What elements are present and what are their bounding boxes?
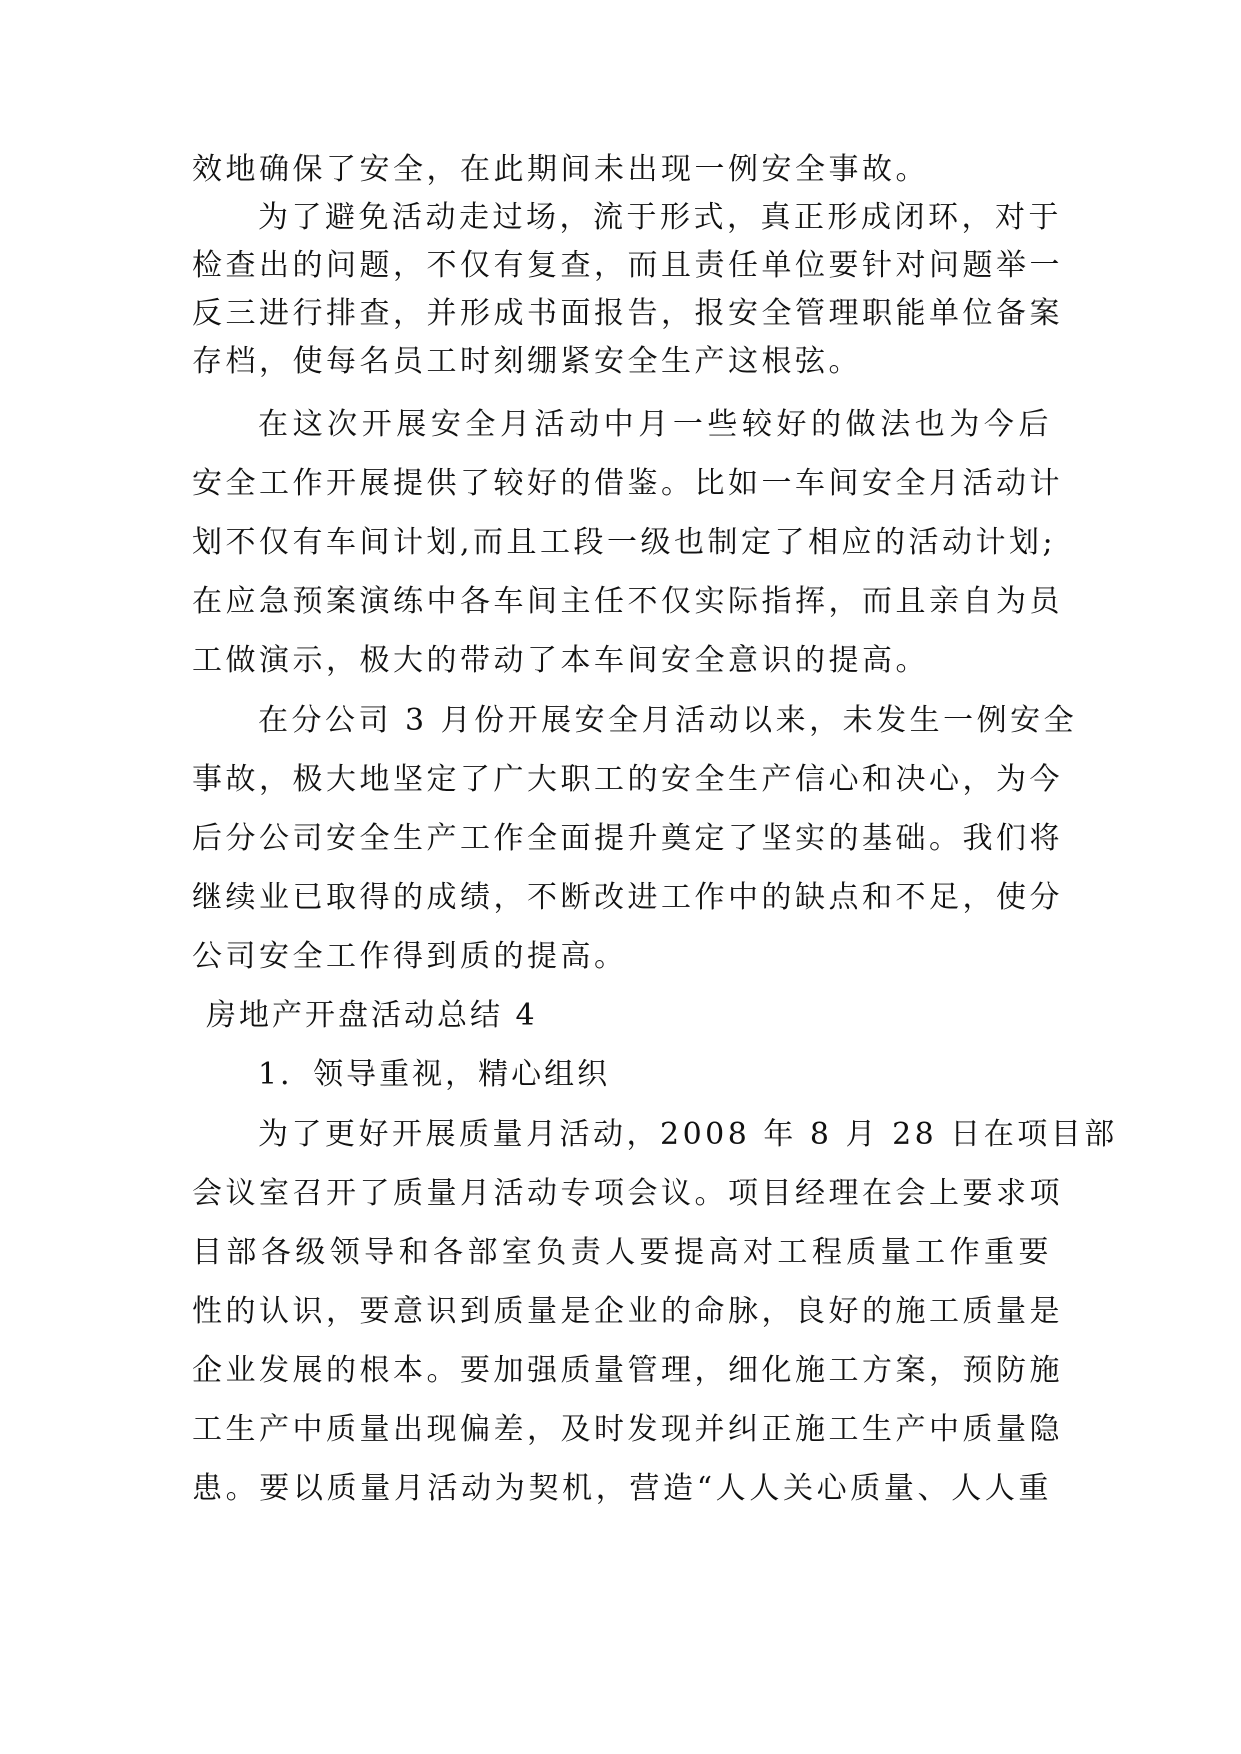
text-line: 后分公司安全生产工作全面提升奠定了坚实的基础。我们将 bbox=[192, 821, 1063, 856]
text-line: 目部各级领导和各部室负责人要提高对工程质量工作重要 bbox=[192, 1235, 1052, 1270]
paragraph-start-line: 在这次开展安全月活动中月一些较好的做法也为今后 bbox=[258, 407, 1052, 442]
text-line: 工生产中质量出现偏差，及时发现并纠正施工生产中质量隐 bbox=[192, 1412, 1063, 1447]
text-line: 反三进行排查，并形成书面报告，报安全管理职能单位备案 bbox=[192, 296, 1063, 331]
text-line: 患。要以质量月活动为契机，营造“人人关心质量、人人重 bbox=[192, 1471, 1052, 1506]
text-line: 安全工作开展提供了较好的借鉴。比如一车间安全月活动计 bbox=[192, 466, 1063, 501]
text-line: 工做演示，极大的带动了本车间安全意识的提高。 bbox=[192, 643, 929, 678]
subsection-heading: 1．领导重视，精心组织 bbox=[258, 1057, 611, 1092]
text-line: 事故，极大地坚定了广大职工的安全生产信心和决心，为今 bbox=[192, 762, 1063, 797]
text-line: 继续业已取得的成绩，不断改进工作中的缺点和不足，使分 bbox=[192, 880, 1063, 915]
text-line: 公司安全工作得到质的提高。 bbox=[192, 939, 628, 974]
paragraph-start-line: 在分公司 3 月份开展安全月活动以来，未发生一例安全 bbox=[258, 703, 1078, 738]
text-line: 效地确保了安全，在此期间未出现一例安全事故。 bbox=[192, 152, 929, 187]
paragraph-start-line: 为了更好开展质量月活动，2008 年 8 月 28 日在项目部 bbox=[258, 1117, 1118, 1152]
section-heading: 房地产开盘活动总结 4 bbox=[206, 998, 538, 1033]
text-line: 性的认识，要意识到质量是企业的命脉，良好的施工质量是 bbox=[192, 1294, 1063, 1329]
text-line: 存档，使每名员工时刻绷紧安全生产这根弦。 bbox=[192, 344, 862, 379]
text-line: 划不仅有车间计划,而且工段一级也制定了相应的活动计划; bbox=[192, 525, 1057, 560]
text-line: 会议室召开了质量月活动专项会议。项目经理在会上要求项 bbox=[192, 1176, 1063, 1211]
text-line: 在应急预案演练中各车间主任不仅实际指挥，而且亲自为员 bbox=[192, 584, 1063, 619]
text-line: 企业发展的根本。要加强质量管理，细化施工方案，预防施 bbox=[192, 1353, 1063, 1388]
paragraph-start-line: 为了避免活动走过场，流于形式，真正形成闭环，对于 bbox=[258, 200, 1062, 235]
text-line: 检查出的问题，不仅有复查，而且责任单位要针对问题举一 bbox=[192, 248, 1063, 283]
